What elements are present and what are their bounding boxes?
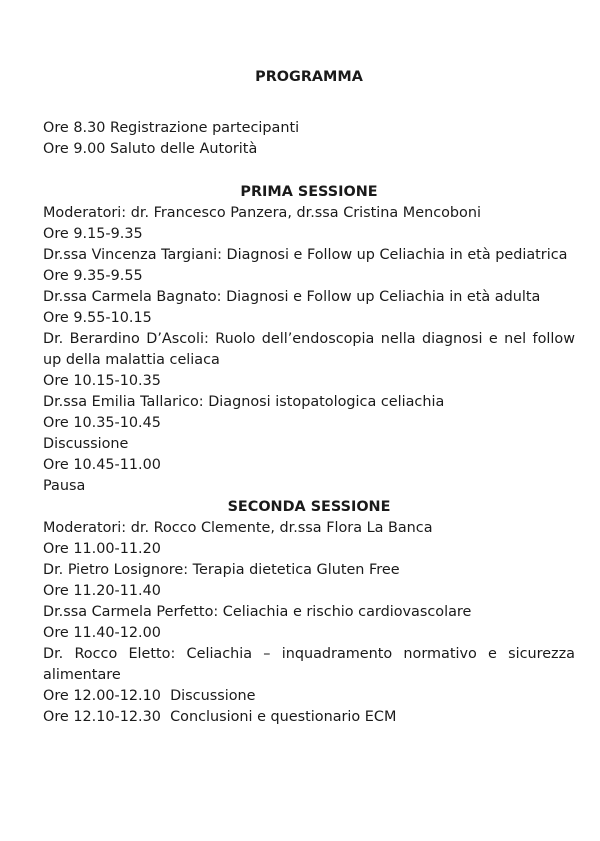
session-1-moderators: Moderatori: dr. Francesco Panzera, dr.ssa Cristina Mencoboni xyxy=(43,205,481,221)
session-1-talk: Dr.ssa Carmela Bagnato: Diagnosi e Follow up Celiachia in età adulta xyxy=(43,289,541,305)
session-1-talk: Dr. Berardino D’Ascoli: Ruolo dell’endoscopia nella diagnosi e nel follow up della malattia celiaca xyxy=(43,331,575,368)
opening-line: Ore 8.30 Registrazione partecipanti xyxy=(43,120,300,136)
session-1-talk: Dr.ssa Vincenza Targiani: Diagnosi e Follow up Celiachia in età pediatrica xyxy=(43,247,568,263)
session-1-time: Ore 9.15-9.35 xyxy=(43,226,143,242)
session-1-time: Ore 10.15-10.35 xyxy=(43,373,161,389)
session-1-time: Ore 10.35-10.45 xyxy=(43,415,161,431)
session-1-time: Ore 9.55-10.15 xyxy=(43,310,152,326)
session-1-item: Discussione xyxy=(43,436,129,452)
session-2-talk: Dr. Rocco Eletto: Celiachia – inquadramento normativo e sicurezza alimentare xyxy=(43,646,575,683)
session-2-talk: Dr.ssa Carmela Perfetto: Celiachia e rischio cardiovascolare xyxy=(43,604,472,620)
session-2-time: Ore 11.40-12.00 xyxy=(43,625,161,641)
session-2-time: Ore 11.20-11.40 xyxy=(43,583,161,599)
session-1-time: Ore 9.35-9.55 xyxy=(43,268,143,284)
session-2-item: Ore 12.10-12.30 Conclusioni e questionario ECM xyxy=(43,709,397,725)
session-2-item: Ore 12.00-12.10 Discussione xyxy=(43,688,256,704)
session-2-title: SECONDA SESSIONE xyxy=(227,499,391,515)
page-title: PROGRAMMA xyxy=(255,69,363,85)
session-2-moderators: Moderatori: dr. Rocco Clemente, dr.ssa Flora La Banca xyxy=(43,520,433,536)
session-1-title: PRIMA SESSIONE xyxy=(240,184,378,200)
session-1-talk: Dr.ssa Emilia Tallarico: Diagnosi istopatologica celiachia xyxy=(43,394,445,410)
session-2-time: Ore 11.00-11.20 xyxy=(43,541,161,557)
session-1-item: Pausa xyxy=(43,478,86,494)
session-1-time: Ore 10.45-11.00 xyxy=(43,457,161,473)
session-2-talk: Dr. Pietro Losignore: Terapia dietetica Gluten Free xyxy=(43,562,400,578)
opening-line: Ore 9.00 Saluto delle Autorità xyxy=(43,141,258,157)
